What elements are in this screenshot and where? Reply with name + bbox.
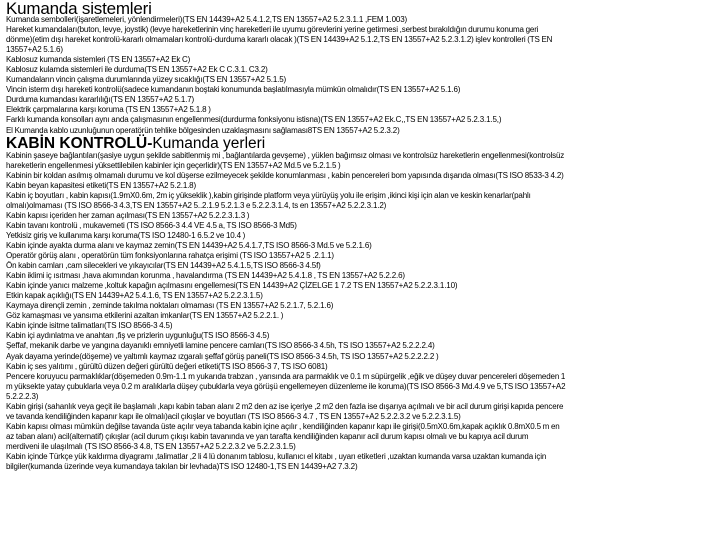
text-line: Kabin tavanı kontrolü , mukavemeti (TS ISO 8566-3 4.4 VE 4.5 a, TS ISO 8566-3 Md5): [6, 220, 297, 230]
text-line: Kabin içinde Türkçe yük kaldırma diyagramı ,talimatlar ,2 li 4 lü donanım tablosu, kullanıcı el kitabı , uyarı etiketleri ,uzaktan kumanda varsa uzaktan kumanda için: [6, 451, 547, 461]
text-line: Kabin iklimi iç ısıtması ,hava akımından korunma , havalandırma (TS EN 14439+A2 5.4.1.8 , TS EN 13557+A2 5.2.2.6): [6, 271, 405, 281]
text-line: Kabin içi aydınlatma ve anahtarı ,fiş ve prizlerin uygunluğu(TS ISO 8566-3 4.5): [6, 331, 270, 341]
text-line: Kabin girişi (sahanlık veya geçit ile başlamalı ,kapı kabin taban alanı 2 m2 den az ise içeriye ,2 m2 den fazla ise dışarıya açılmalı ve bir acil durum girişi kapıda pencere: [6, 401, 564, 411]
text-line: Kabinin bir koldan asılmış olmamalı durumu ve kol düşerse ezilmeyecek şekilde konumlanması , kabin pencereleri bom yapısında dışarıda olması(TS ISO 8533-3 4.2): [6, 170, 564, 180]
text-line: 5.2.2.2.3): [6, 391, 39, 401]
text-line: Kabin beyan kapasitesi etiketi(TS EN 13557+A2 5.2.1.8): [6, 180, 196, 190]
text-line: Kabin kapısı içeriden her zaman açılması(TS EN 13557+A2 5.2.2.3.1.3 ): [6, 210, 250, 220]
text-line: olmalı)olmaması (TS ISO 8566-3 4.3,TS EN 13557+A2 5..2.1.9 5.2.1.3 e 5.2.2.3.1.4, ts en 13557+A2 5.2.2.3.1.2): [6, 200, 387, 210]
text-line: Etkin kapak açıklığı(TS EN 14439+A2 5.4.1.6, TS EN 13557+A2 5.2.2.3.1.5): [6, 291, 263, 301]
text-line: Hareket kumandaları(buton, levye, joystik) (levye hareketlerinin vinç hareketleri ile uyumu görevlerini yerine getirmesi ,serbest bırakıldığın durumu konuma geri: [6, 25, 539, 35]
text-line: bilgiler(kumanda üzerinde veya kumandaya takılan bir levhada)TS ISO 12480-1,TS EN 14439+A2 7.3.2): [6, 462, 358, 472]
text-line: Kaymaya dirençli zemin , zeminde takılma noktaları olmaması (TS EN 13557+A2 5.2.1.7, 5.2.1.6): [6, 301, 334, 311]
text-line: Operatör görüş alanı , operatörün tüm fonksiyonlarına rahatça erişimi (TS ISO 13557+A2 5 .2.1.1): [6, 251, 334, 261]
text-line: El Kumanda kablo uzunluğunun operatörün tehlike bölgesinden uzaklaşmasını sağlaması8TS EN 13557+A2 5.2.3.2): [6, 125, 400, 135]
section-title-cabin-control: [6, 136, 714, 151]
text-line: Şeffaf, mekanik darbe ve yangına dayanıklı emniyetli lamine pencere camları(TS ISO 8566-3 4.5h, TS ISO 13557+A2 5.2.2.2.4): [6, 341, 435, 351]
text-line: Vincin isterm dışı hareketi kontrolü(sadece kumandanın boştaki konumunda başlatılmasıyla mümkün olmalıdır(TS EN 13557+A2 5.1.6): [6, 85, 461, 95]
text-line: Durduma kumandası kararlılığı(TS EN 13557+A2 5.1.7): [6, 95, 195, 105]
text-line: Kabin içinde isitme talimatları(TS ISO 8566-3 4.5): [6, 321, 173, 331]
control-systems-body: [6, 15, 714, 136]
text-line: Kumanda sembolleri(işaretlemeleri, yönlendirmeleri)(TS EN 14439+A2 5.4.1.2,TS EN 13557+A2 5.2.3.1.1 ,FEM 1.003): [6, 15, 408, 24]
text-line: Ayak dayama yerinde(döşeme) ve yaltımlı kaymaz ızgaralı şeffaf görüş paneli(TS ISO 8566-3 4.5h, TS ISO 13557+A2 5.2.2.2.2 ): [6, 351, 439, 361]
cabin-control-body: [6, 151, 714, 473]
text-line: dönme)(etim dışı hareket kontrolü-kararlı olmamaları kontrolü-durduma kararlı olacak )(TS EN 14439+A2 5.1.2,TS EN 13557+A2 5.2.3.1.2) işlev kontrolleri (TS EN: [6, 35, 553, 45]
cabin-control-title-rest: Kumanda yerleri: [152, 134, 266, 152]
text-line: Kabin kapısı olması mümkün değilse tavanda üste açılır veya tabanda kabin içine açılır , kendiliğinden kapanır kapı ile girişi(0.5mX0.6m,kapak açıklık 0.8mX0.5 m en: [6, 421, 560, 431]
text-line: Kumandaların vincin çalışma durumlarında yüzey sıcaklığı(TS EN 13557+A2 5.1.5): [6, 75, 287, 85]
cabin-control-title-bold: KABİN KONTROLÜ-: [6, 134, 153, 152]
text-line: ve tavanda kendiliğinden kapanır kapı ile olmalı)acil çıkışlar ve boyutları (TS ISO 8566-3 4.7 , TS EN 13557+A2 5.2.2.3.2 ve 5.2.2.3.1.5): [6, 411, 461, 421]
text-line: Ön kabin camları ,cam silecekleri ve yıkayıcılar(TS EN 14439+A2 5.4.1.5,TS ISO 8566-3 4.5f): [6, 261, 321, 271]
text-line: Kabinin şaseye bağlantıları(şasiye uygun şekilde sabitlenmiş mi , bağlantılarda gevşeme) , yüklen bağımsız olması ve kontrolsüz hareketlerin engellenmesi(kontrolsüz: [6, 150, 565, 160]
text-line: hareketlerin engellenmesi yüksettilebilen kabinler için geçerlidir)(TS EN 13557+A2 Md.5 ve 5.2.1.5 ): [6, 160, 341, 170]
text-line: Yetkisiz giriş ve kullanıma karşı koruma(TS ISO 12480-1 6.5.2 ve 10.4 ): [6, 230, 246, 240]
text-line: m yüksekte yatay çubuklarla veya 0.2 m aralıklarla düşey çubuklarla veya görüşü engellemeyen düzenleme ile koruma)(TS ISO 8566-3 Md.4.9 ve 5,TS ISO 13557+A2: [6, 381, 566, 391]
section-title-control-systems: Kumanda sistemleri: [6, 0, 152, 18]
text-line: Kabin içinde yanıcı malzeme ,koltuk kapağın açılmasını engellemesi(TS EN 14439+A2 ÇİZELGE 1 7.2 TS EN 13557+A2 5.2.2.3.1.10): [6, 281, 458, 291]
text-line: merdiveni ile ulaşılmalı (TS ISO 8566-3 4.8, TS EN 13557+A2 5.2.2.3.2 ve 5.2.2.3.1.5): [6, 441, 296, 451]
text-line: Göz kamaşması ve yansıma etkilerini azaltan imkanlar(TS EN 13557+A2 5.2.2.1. ): [6, 311, 284, 321]
text-line: 13557+A2 5.1.6): [6, 45, 63, 55]
text-line: Kablosuz kulamda sistemleri ile durduma(TS EN 13557+A2 Ek C C.3.1. C3.2): [6, 65, 268, 75]
text-line: Kabin iç boyutları , kabin kapısı(1.9mX0.6m, 2m iç yükseklik ),kabin girişinde platform veya yürüyüş yolu ile erişim ,ikinci kişi için alan ve keskin kenarlar(pahlı: [6, 190, 531, 200]
text-line: Kabin içinde ayakta durma alanı ve kaymaz zemin(TS EN 14439+A2 5.4.1.7,TS ISO 8566-3 Md.5 ve 5.2.1.6): [6, 240, 372, 250]
text-line: Elektrik çarpmalarına karşı koruma (TS EN 13557+A2 5.1.8 ): [6, 105, 211, 115]
text-line: az taban alanı) acil(alternatif) çıkışlar (acil durum çıkışı kabin tavanında ve yan tarafta kendiliğinden kapanır acil durum kapısı olmalı ve bu kapıya acil durum: [6, 431, 529, 441]
text-line: Farklı kumanda konsolları aynı anda çalışmasının engellenmesi(durdurma fonksiyonu istisna)(TS EN 13557+A2 Ek.C,,TS EN 13557+A2 5.2.3.1.5,): [6, 115, 502, 125]
text-line: Kablosuz kumanda sistemleri (TS EN 13557+A2 Ek C): [6, 55, 191, 65]
text-line: Kabin iç ses yalıtımı , gürültü düzen değeri gürültü değeri etiketi(TS ISO 8566-3 7, TS ISO 6081): [6, 361, 328, 371]
text-line: Pencere koruyucu parmaklıklar(döşemeden 0.9m-1.1 m yukarıda trabzan , yarısında ara parmaklık ve 0.1 m süpürgelik ,eğik ve düşey duvar pencereleri döşemeden 1: [6, 371, 566, 381]
